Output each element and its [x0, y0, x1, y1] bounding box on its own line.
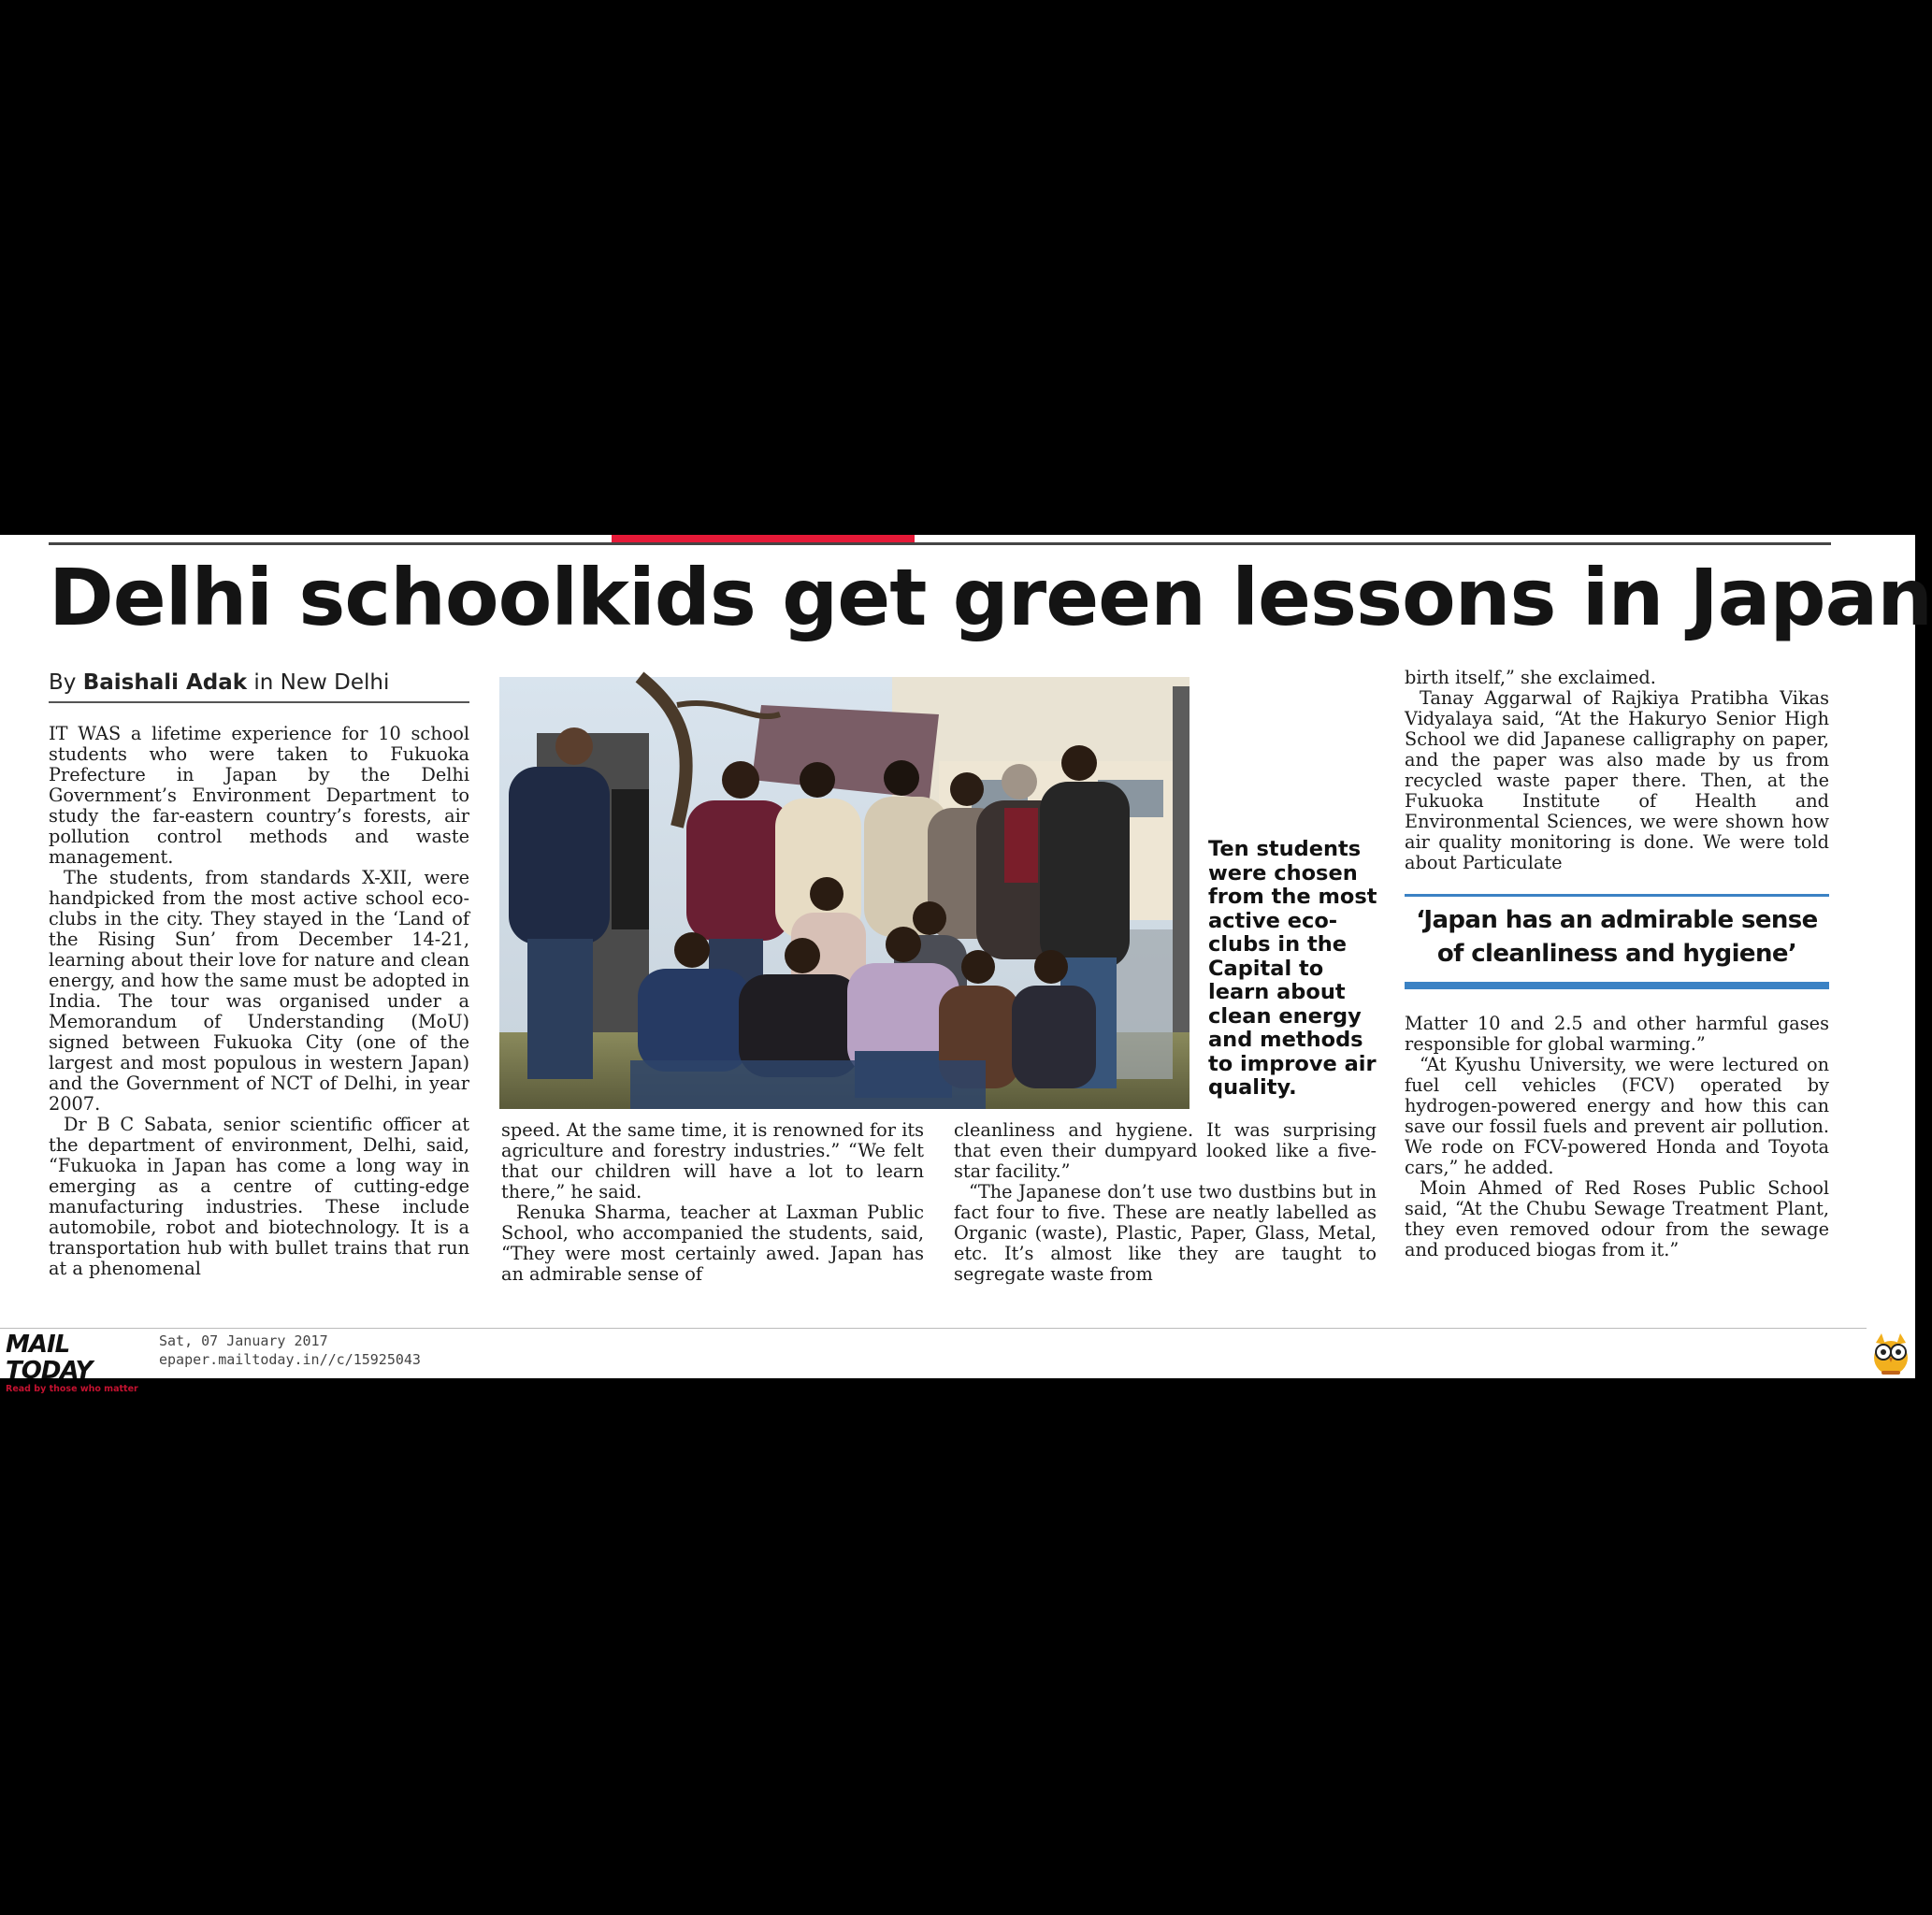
article-column-2: [501, 1120, 924, 1285]
owl-icon[interactable]: [1868, 1330, 1913, 1376]
edition-info: [159, 1332, 496, 1373]
paragraph: Tanay Aggarwal of Rajkiya Pratibha Vikas Vidyalaya said, “At the Hakuryo Senior High School we did Japanese calligraphy on paper, and the paper was also made by us from recycled waste paper there. Then, at the Fukuoka Institute of Health and Environmental Sciences, we were shown how air quality monitoring is done. We were told about Particulate: [1405, 687, 1829, 873]
edition-date: Sat, 07 January 2017: [159, 1332, 328, 1349]
masthead-name: MAIL TODAY: [6, 1331, 93, 1385]
article-column-1: [49, 724, 469, 1285]
photo-caption: Ten students were chosen from the most active eco-clubs in the Capital to learn about clean energy and methods to improve air quality.: [1208, 837, 1377, 1100]
article-column-4-top: [1405, 667, 1829, 873]
paragraph: Moin Ahmed of Red Roses Public School said, “At the Chubu Sewage Treatment Plant, they even removed odour from the sewage and produced biogas from it.”: [1405, 1177, 1829, 1260]
article-column-3: [954, 1120, 1377, 1285]
paragraph: “At Kyushu University, we were lectured on fuel cell vehicles (FCV) operated by hydrogen-powered energy and how this can save our fossil fuels and prevent air pollution. We rode on FCV-powered Honda and Toyota cars,” he added.: [1405, 1054, 1829, 1178]
paragraph: Dr B C Sabata, senior scientific officer at the department of environment, Delhi, said, “Fukuoka in Japan has come a long way in emerging as a centre of cutting-edge manufacturing industries. These include automobile, robot and biotechnology. It is a transportation hub with bullet trains that run at a phenomenal: [49, 1114, 469, 1279]
paragraph: Renuka Sharma, teacher at Laxman Public School, who accompanied the students, said, “They were most certainly awed. Japan has an admirable sense of: [501, 1202, 924, 1285]
paragraph: cleanliness and hygiene. It was surprising that even their dumpyard looked like a five-star facility.”: [954, 1119, 1377, 1182]
masthead-logo[interactable]: [6, 1331, 155, 1394]
paragraph: IT WAS a lifetime experience for 10 school students who were taken to Fukuoka Prefecture in Japan by the Delhi Government’s Environment Department to study the far-eastern country’s forests, air pollution control methods and waste management.: [49, 723, 469, 868]
pull-quote: ‘Japan has an admirable sense of cleanliness and hygiene’: [1416, 906, 1818, 968]
byline-prefix: By: [49, 670, 77, 695]
byline-location: in New Delhi: [253, 670, 390, 695]
edition-url[interactable]: epaper.mailtoday.in//c/15925043: [159, 1351, 421, 1368]
paragraph: birth itself,” she exclaimed.: [1405, 667, 1656, 688]
masthead-tagline: Read by those who matter: [6, 1384, 138, 1394]
pull-quote-bottom-rule: [1405, 982, 1829, 989]
newspaper-clipping: [0, 535, 1932, 1394]
pull-quote-top-rule: [1405, 894, 1829, 897]
top-rule: [49, 542, 1831, 545]
footer-rule: [0, 1328, 1867, 1329]
headline: Delhi schoolkids get green lessons in Japan: [49, 552, 1932, 643]
paragraph: The students, from standards X-XII, were handpicked from the most active school eco-clubs in the city. They stayed in the ‘Land of the Rising Sun’ from December 14-21, learning about their love for nature and clean energy, and how the same must be adopted in India. The tour was organised under a Memorandum of Understanding (MoU) signed between Fukuoka City (one of the largest and most populous in western Japan) and the Government of NCT of Delhi, in year 2007.: [49, 867, 469, 1115]
byline: [49, 666, 469, 699]
article-column-4-bottom: [1405, 1014, 1829, 1285]
byline-author: Baishali Adak: [82, 670, 248, 695]
paragraph: “The Japanese don’t use two dustbins but in fact four to five. These are neatly labelled as Organic (waste), Plastic, Paper, Glass, Metal, etc. It’s almost like they are taught to segregate waste from: [954, 1181, 1377, 1285]
group-photo: [499, 677, 1189, 1109]
byline-rule: [49, 701, 469, 703]
paragraph: speed. At the same time, it is renowned for its agriculture and forestry industries.” “We felt that our children will have a lot to learn there,” he said.: [501, 1119, 924, 1202]
paragraph: Matter 10 and 2.5 and other harmful gases responsible for global warming.”: [1405, 1013, 1829, 1055]
